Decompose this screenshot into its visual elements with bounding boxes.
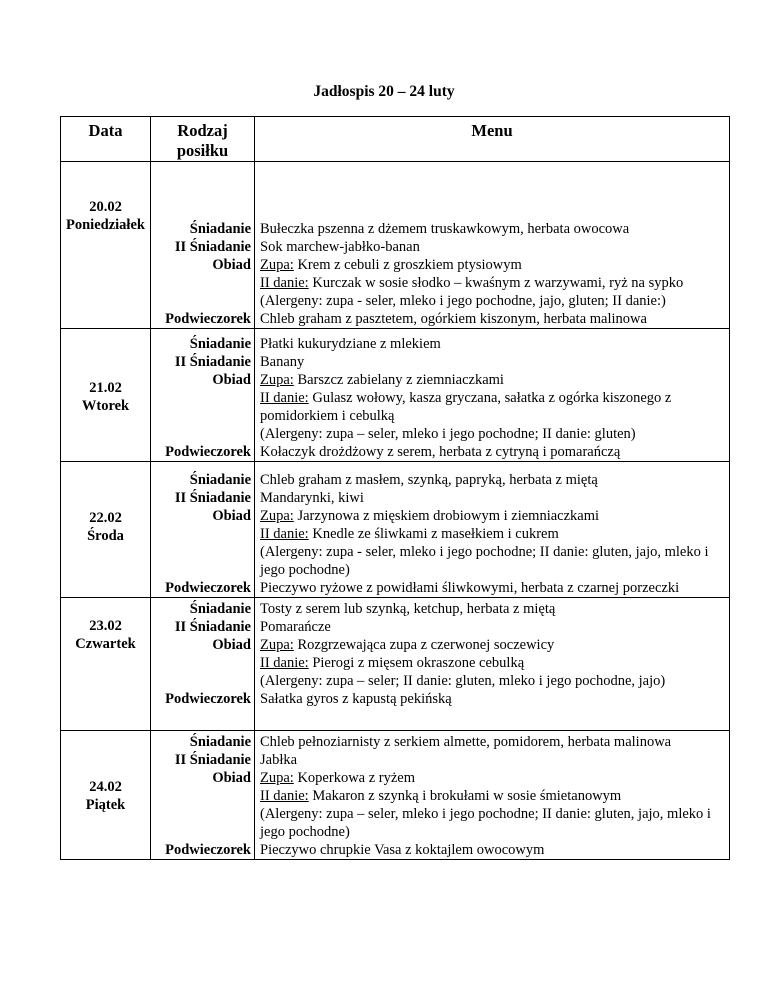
snack-dish: Chleb graham z pasztetem, ogórkiem kiszonym, herbata malinowa [260, 311, 647, 327]
meal-type-snack: Podwieczorek [165, 444, 251, 460]
allergens: (Alergeny: zupa - seler, mleko i jego pochodne, jajo, gluten; II danie:) [260, 293, 666, 309]
second-breakfast-dish: Banany [260, 354, 305, 370]
main-dish: Makaron z szynką i brokułami w sosie śmietanowym [308, 788, 622, 804]
meal-type-second-breakfast: II Śniadanie [174, 490, 251, 506]
main-line [260, 525, 729, 543]
day-date: 23.02 [89, 618, 122, 634]
meal-type-lunch: Obiad [212, 770, 251, 786]
soup-dish: Koperkowa z ryżem [293, 770, 416, 786]
header-menu: Menu [255, 117, 730, 162]
snack-dish: Sałatka gyros z kapustą pekińską [260, 691, 452, 707]
main-line [260, 654, 729, 672]
header-row [61, 117, 730, 162]
breakfast-dish: Bułeczka pszenna z dżemem truskawkowym, herbata owocowa [260, 221, 630, 237]
day-date-cell [61, 598, 151, 731]
second-breakfast-dish: Pomarańcze [260, 619, 331, 635]
dishes-cell [255, 462, 730, 598]
breakfast-dish: Chleb graham z masłem, szynką, papryką, herbata z miętą [260, 472, 598, 488]
soup-label: Zupa: [260, 508, 294, 524]
meal-type-snack: Podwieczorek [165, 691, 251, 707]
meal-types-cell [151, 329, 255, 462]
day-date: 24.02 [89, 779, 122, 795]
meal-type-snack: Podwieczorek [165, 311, 251, 327]
main-dish: Pierogi z mięsem okraszone cebulką [308, 655, 525, 671]
soup-line [260, 636, 729, 654]
day-row [61, 462, 730, 598]
day-row [61, 162, 730, 329]
main-label: II danie: [260, 655, 309, 671]
soup-label: Zupa: [260, 257, 294, 273]
second-breakfast-dish: Jabłka [260, 752, 298, 768]
day-row [61, 329, 730, 462]
meal-types-cell [151, 598, 255, 731]
meal-type-lunch: Obiad [212, 508, 251, 524]
soup-dish: Rozgrzewająca zupa z czerwonej soczewicy [293, 637, 555, 653]
day-weekday: Poniedziałek [66, 217, 145, 233]
soup-line [260, 769, 729, 787]
meal-type-second-breakfast: II Śniadanie [174, 354, 251, 370]
main-dish: Kurczak w sosie słodko – kwaśnym z warzywami, ryż na sypko [308, 275, 684, 291]
page-title: Jadłospis 20 – 24 luty [313, 83, 455, 100]
meal-type-lunch: Obiad [212, 637, 251, 653]
header-meal-type: Rodzaj posiłku [151, 117, 255, 162]
allergens: (Alergeny: zupa - seler, mleko i jego pochodne; II danie: gluten, jajo, mleko i jego pochodne) [260, 544, 709, 578]
snack-dish: Kołaczyk drożdżowy z serem, herbata z cytryną i pomarańczą [260, 444, 621, 460]
meal-type-snack: Podwieczorek [165, 580, 251, 596]
day-date-cell [61, 462, 151, 598]
main-line [260, 389, 729, 425]
main-label: II danie: [260, 390, 309, 406]
day-weekday: Wtorek [81, 398, 130, 414]
day-date: 20.02 [89, 199, 122, 215]
day-date-cell [61, 162, 151, 329]
soup-dish: Jarzynowa z mięskiem drobiowym i ziemniaczkami [293, 508, 600, 524]
meal-type-breakfast: Śniadanie [189, 734, 251, 750]
breakfast-dish: Płatki kukurydziane z mlekiem [260, 336, 441, 352]
soup-line [260, 371, 729, 389]
dishes-cell [255, 731, 730, 860]
meal-type-breakfast: Śniadanie [189, 472, 251, 488]
meal-type-second-breakfast: II Śniadanie [174, 619, 251, 635]
meal-types-cell [151, 462, 255, 598]
meal-type-breakfast: Śniadanie [189, 601, 251, 617]
day-row [61, 598, 730, 731]
meal-types-cell [151, 731, 255, 860]
meal-type-second-breakfast: II Śniadanie [174, 752, 251, 768]
day-date-cell [61, 329, 151, 462]
meal-type-breakfast: Śniadanie [189, 336, 251, 352]
day-date: 21.02 [89, 380, 122, 396]
day-weekday: Środa [87, 528, 124, 544]
day-date-cell [61, 731, 151, 860]
allergens: (Alergeny: zupa – seler, mleko i jego pochodne; II danie: gluten) [260, 426, 636, 442]
breakfast-dish: Tosty z serem lub szynką, ketchup, herbata z miętą [260, 601, 556, 617]
second-breakfast-dish: Mandarynki, kiwi [260, 490, 364, 506]
main-dish: Gulasz wołowy, kasza gryczana, sałatka z ogórka kiszonego z pomidorkiem i cebulką [260, 390, 672, 424]
soup-line [260, 256, 729, 274]
day-row [61, 731, 730, 860]
dishes-cell [255, 598, 730, 731]
main-label: II danie: [260, 275, 309, 291]
day-weekday: Piątek [85, 797, 126, 813]
meal-type-second-breakfast: II Śniadanie [174, 239, 251, 255]
soup-line [260, 507, 729, 525]
meal-type-snack: Podwieczorek [165, 842, 251, 858]
day-date: 22.02 [89, 510, 122, 526]
dishes-cell [255, 162, 730, 329]
meal-type-breakfast: Śniadanie [189, 221, 251, 237]
main-dish: Knedle ze śliwkami z masełkiem i cukrem [308, 526, 559, 542]
day-weekday: Czwartek [75, 636, 136, 652]
snack-dish: Pieczywo chrupkie Vasa z koktajlem owocowym [260, 842, 545, 858]
menu-table [60, 116, 730, 860]
soup-label: Zupa: [260, 637, 294, 653]
soup-label: Zupa: [260, 770, 294, 786]
header-date: Data [61, 117, 151, 162]
second-breakfast-dish: Sok marchew-jabłko-banan [260, 239, 420, 255]
main-line [260, 787, 729, 805]
meal-type-lunch: Obiad [212, 257, 251, 273]
breakfast-dish: Chleb pełnoziarnisty z serkiem almette, pomidorem, herbata malinowa [260, 734, 672, 750]
soup-label: Zupa: [260, 372, 294, 388]
allergens: (Alergeny: zupa – seler, mleko i jego pochodne; II danie: gluten, jajo, mleko i jego pochodne) [260, 806, 711, 840]
allergens: (Alergeny: zupa – seler; II danie: gluten, mleko i jego pochodne, jajo) [260, 673, 666, 689]
main-label: II danie: [260, 526, 309, 542]
soup-dish: Krem z cebuli z groszkiem ptysiowym [293, 257, 522, 273]
dishes-cell [255, 329, 730, 462]
snack-dish: Pieczywo ryżowe z powidłami śliwkowymi, herbata z czarnej porzeczki [260, 580, 680, 596]
main-line [260, 274, 729, 292]
meal-type-lunch: Obiad [212, 372, 251, 388]
soup-dish: Barszcz zabielany z ziemniaczkami [293, 372, 504, 388]
meal-types-cell [151, 162, 255, 329]
main-label: II danie: [260, 788, 309, 804]
